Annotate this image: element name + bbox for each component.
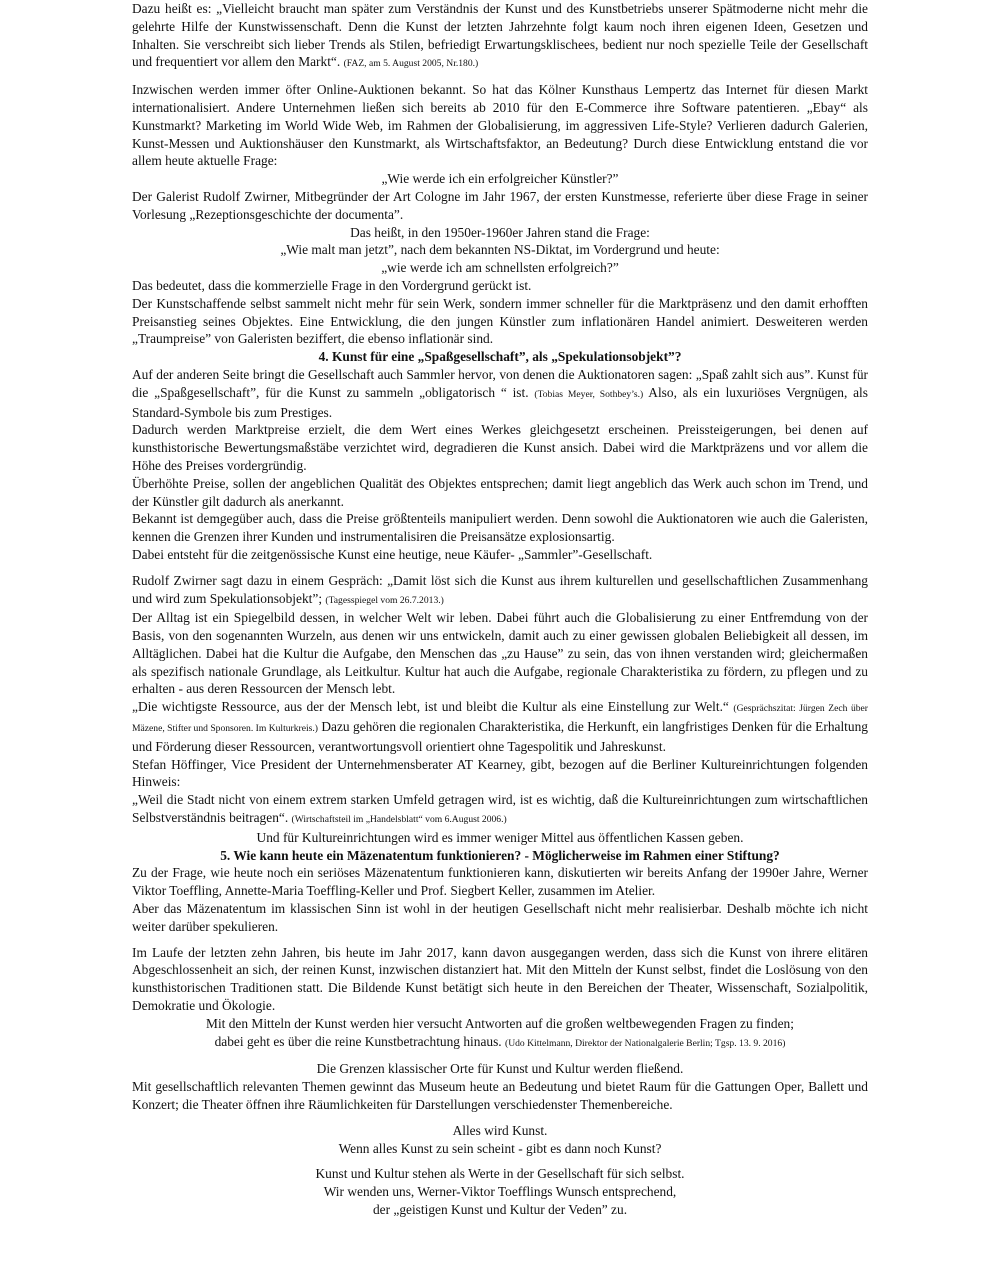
centered-line <box>132 1183 868 1201</box>
text-run: Dazu gehören die regionalen Charakteristika, die Herkunft, ein langfristiges Denken für die Erhaltung und Förderung dieser Ressourcen, verantwortungsvoll orientiert ohne Tagespolitik und Jahreskunst. <box>132 719 868 754</box>
centered-line <box>132 1122 868 1140</box>
centered-line <box>132 1033 868 1053</box>
paragraph <box>132 366 868 421</box>
text-run: Und für Kultureinrichtungen wird es immer weniger Mittel aus öffentlichen Kassen geben. <box>256 829 744 845</box>
centered-line <box>132 1015 868 1033</box>
citation: (Tagesspiegel vom 26.7.2013.) <box>325 594 444 606</box>
centered-line <box>132 829 868 847</box>
text-run: Inzwischen werden immer öfter Online-Auktionen bekannt. So hat das Kölner Kunsthaus Lempertz das Internet für diesen Markt internationalisiert. Andere Unternehmen ließen sich bereits ab 2010 für den E-Commerce ihre Software patentieren. „Ebay“ als Kunstmarkt? Marketing im World Wide Web, im Rahmen der Globalisierung, im aggressiven Life-Style? Verlieren dadurch Galerien, Kunst-Messen und Auktionshäuser den Kunstmarkt, als Wirtschaftsfaktor, an Bedeutung? Durch diese Entwicklung entstand die vor allem heute aktuelle Frage: <box>132 82 868 169</box>
paragraph <box>132 864 868 900</box>
text-run: „Weil die Stadt nicht von einem extrem starken Umfeld getragen wird, ist es wichtig, daß die Kultureinrichtungen zum wirtschaftlichen Selbstverständnis beitragen“. <box>132 792 868 826</box>
paragraph <box>132 944 868 1015</box>
text-run: 5. Wie kann heute ein Mäzenatentum funktionieren? - Möglicherweise im Rahmen einer Stiftung? <box>220 847 780 863</box>
text-run: Der Galerist Rudolf Zwirner, Mitbegründer der Art Cologne im Jahr 1967, der ersten Kunstmesse, referierte über diese Frage in seiner Vorlesung „Rezeptionsgeschichte der documenta”. <box>132 188 868 222</box>
text-run: Wir wenden uns, Werner-Viktor Toefflings Wunsch entsprechend, <box>323 1184 677 1200</box>
section-heading <box>132 847 868 865</box>
centered-line <box>132 1165 868 1183</box>
paragraph <box>132 295 868 348</box>
paragraph <box>132 1078 868 1114</box>
text-run: der „geistigen Kunst und Kultur der Veden” zu. <box>372 1202 628 1217</box>
paragraph <box>132 791 868 829</box>
text-run: „Wie werde ich ein erfolgreicher Künstler?” <box>381 171 619 187</box>
centered-line <box>132 259 868 277</box>
text-run: Wenn alles Kunst zu sein scheint - gibt es dann noch Kunst? <box>338 1140 662 1156</box>
text-run: Bekannt ist demgegüber auch, dass die Preise größtenteils manipuliert werden. Denn sowohl die Auktionatoren wie auch die Galeristen, kennen die Grenzen ihrer Kunden und instrumentalisiren die Preisansätze explosionsartig. <box>132 511 868 545</box>
text-run: Der Kunstschaffende selbst sammelt nicht mehr für sein Werk, sondern immer schneller für die Marktpräsenz und den damit erhofften Preisanstieg seines Objektes. Eine Entwicklung, die den jungen Künstler zum inflationären Handel animiert. Desweiteren werden „Traumpreise” von Galeristen beziffert, die ebenso inflationär sind. <box>132 295 868 347</box>
paragraph <box>132 510 868 546</box>
centered-line <box>132 241 868 259</box>
text-run: Dazu heißt es: „Vielleicht braucht man später zum Verständnis der Kunst und des Kunstbetriebs unserer Spätmoderne nicht mehr die gelehrte Hilfe der Kunstwissenschaft. Denn die Kunst der letzten Jahrzehnte folgt kaum noch ihren eigenen Ideen, Gesetzen und Inhalten. Sie verschreibt sich lieber Trends als Stilen, befriedigt Erwartungsklischees, bedient nur noch spezielle Teile der Gesellschaft und frequentiert vor allem den Markt“. <box>132 1 868 70</box>
text-run: Die Grenzen klassischer Orte für Kunst und Kultur werden fließend. <box>316 1061 684 1077</box>
citation: (Gesprächszitat: Jürgen Zech über Mäzene, Stifter und Sponsoren. Im Kulturkreis.) <box>132 703 868 735</box>
text-run: Auf der anderen Seite bringt die Gesellschaft auch Sammler hervor, von denen die Auktionatoren sagen: „Spaß zahlt sich aus”. Kunst für die „Spaßgesellschaft”, für die Kunst zu sammeln „obligatorisch “ ist. <box>132 366 868 400</box>
centered-line <box>132 1140 868 1158</box>
text-run: Alles wird Kunst. <box>452 1122 548 1138</box>
text-run: Im Laufe der letzten zehn Jahren, bis heute im Jahr 2017, kann davon ausgegangen werden, dass sich die Kunst von ihrere elitären Abgeschlossenheit an sich, der reinen Kunst, inzwischen distanziert hat. Mit den Mitteln der Kunst selbst, findet die Loslösung von den kunsthistorischen Traditionen statt. Die Bildende Kunst betätigt sich heute in den Bereichen der Theater, Wissenschaft, Sozialpolitik, Demokratie und Ökologie. <box>132 944 868 1014</box>
citation: (Wirtschaftsteil im „Handelsblatt“ vom 6.August 2006.) <box>291 814 507 826</box>
text-run: Überhöhte Preise, sollen der angeblichen Qualität des Objektes entsprechen; damit liegt angeblich das Werk auch schon im Trend, und der Künstler gilt dadurch als anerkannt. <box>132 475 868 509</box>
section-heading <box>132 348 868 366</box>
text-run: Also, als ein luxuriöses Vergnügen, als Standard-Symbole bis zum Prestiges. <box>132 384 868 420</box>
paragraph <box>132 81 868 170</box>
text-run: Kunst und Kultur stehen als Werte in der Gesellschaft für sich selbst. <box>315 1166 685 1182</box>
text-run: Dadurch werden Marktpreise erzielt, die dem Wert eines Werkes gleichgesetzt erscheinen. Preissteigerungen, bei denen auf kunsthistorische Bewertungsmaßstäbe verzichtet wird, degradieren die Kunst ansich. Dabei wird die Marktpräzens und vor allem die Höhe des Preises vordergründig. <box>132 422 868 473</box>
text-run: Mit den Mitteln der Kunst werden hier versucht Antworten auf die großen weltbewegenden Fragen zu finden; <box>206 1015 794 1031</box>
paragraph <box>132 0 868 73</box>
text-run: Der Alltag ist ein Spiegelbild dessen, in welcher Welt wir leben. Dabei führt auch die Globalisierung zu einer Entfremdung von der Basis, von den sogenannten Wurzeln, aus denen wir uns entwickeln, damit auch zu einer gewissen globalen Beliebigkeit all dessen, im Alltäglichen. Dabei hat die Kultur die Aufgabe, den Menschen das „zu Hause” zu sein, das von ihnen verstanden wird; gleichermaßen als spezifisch nationale Grundlage, als Leitkultur. Kultur hat auch die Aufgabe, regionale Charakteristika zu fördern, zu pflegen und zu erhalten - aus deren Ressourcen der Mensch lebt. <box>132 610 868 697</box>
text-run: Rudolf Zwirner sagt dazu in einem Gespräch: „Damit löst sich die Kunst aus ihrem kulturellen und gesellschaftlichen Zusammenhang und wird zum Spekulationsobjekt”; <box>132 572 868 606</box>
text-run: „wie werde ich am schnellsten erfolgreich?” <box>381 260 619 276</box>
text-run: „Die wichtigste Ressource, aus der der Mensch lebt, ist und bleibt die Kultur als eine Einstellung zur Welt.“ <box>132 699 734 715</box>
paragraph <box>132 572 868 610</box>
paragraph <box>132 900 868 936</box>
centered-line <box>132 224 868 242</box>
paragraph <box>132 277 868 295</box>
text-run: Mit gesellschaftlich relevanten Themen gewinnt das Museum heute an Bedeutung und bietet Raum für die Gattungen Oper, Ballett und Konzert; die Theater öffnen ihre Räumlichkeiten für Darstellungen verschiedenster Themenbereiche. <box>132 1079 868 1113</box>
paragraph <box>132 609 868 698</box>
paragraph <box>132 421 868 474</box>
text-run: „Wie malt man jetzt”, nach dem bekannten NS-Diktat, im Vordergrund und heute: <box>280 242 720 258</box>
paragraph <box>132 475 868 511</box>
citation: (FAZ, am 5. August 2005, Nr.180.) <box>343 58 479 70</box>
paragraph <box>132 546 868 564</box>
centered-line <box>132 1201 868 1219</box>
text-run: Das heißt, in den 1950er-1960er Jahren stand die Frage: <box>350 224 650 240</box>
paragraph <box>132 756 868 792</box>
centered-line <box>132 1060 868 1078</box>
text-run: 4. Kunst für eine „Spaßgesellschaft”, als „Spekulationsobjekt”? <box>318 349 682 365</box>
text-run: Aber das Mäzenatentum im klassischen Sinn ist wohl in der heutigen Gesellschaft nicht mehr realisierbar. Deshalb möchte ich nicht weiter darüber spekulieren. <box>132 901 868 934</box>
text-run: Dabei entsteht für die zeitgenössische Kunst eine heutige, neue Käufer- „Sammler”-Gesellschaft. <box>132 546 653 562</box>
centered-line <box>132 170 868 188</box>
paragraph <box>132 188 868 224</box>
text-run: Das bedeutet, dass die kommerzielle Frage in den Vordergrund gerückt ist. <box>132 277 532 293</box>
citation: (Udo Kittelmann, Direktor der Nationalgalerie Berlin; Tgsp. 13. 9. 2016) <box>505 1037 786 1049</box>
citation: (Tobias Meyer, Sothbey’s.) <box>534 388 644 400</box>
paragraph <box>132 698 868 755</box>
text-run: dabei geht es über die reine Kunstbetrachtung hinaus. <box>214 1033 506 1049</box>
text-run: Zu der Frage, wie heute noch ein seriöses Mäzenatentum funktionieren kann, diskutierten wir bereits Anfang der 1990er Jahre, Werner Viktor Toeffling, Annette-Maria Toeffling-Keller und Prof. Siegbert Keller, zusammen im Atelier. <box>132 865 868 899</box>
text-run: Stefan Höffinger, Vice President der Unternehmensberater AT Kearney, gibt, bezogen auf die Berliner Kultureinrichtungen folgenden Hinweis: <box>132 756 868 790</box>
